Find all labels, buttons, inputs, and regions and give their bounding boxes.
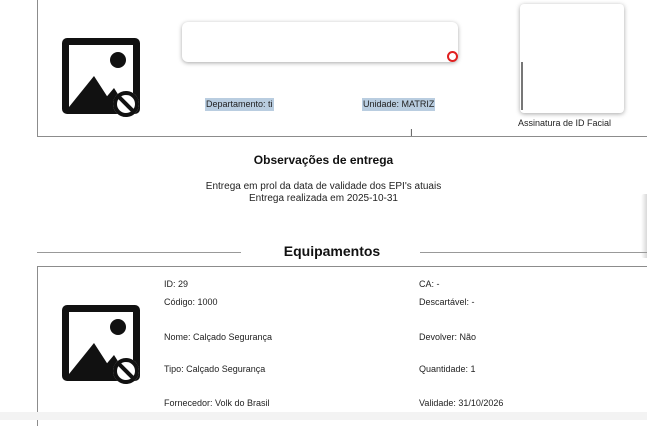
photo-box-edge	[521, 62, 523, 110]
employee-photo-placeholder	[60, 36, 142, 123]
text-cursor-icon: I	[410, 128, 413, 139]
image-unavailable-icon	[60, 303, 142, 385]
section-rule-left	[37, 252, 241, 253]
observations-title: Observações de entrega	[253, 153, 394, 167]
equipment-supplier: Fornecedor: Volk do Brasil	[164, 398, 270, 408]
record-indicator-icon[interactable]	[447, 51, 458, 62]
department-label: Departamento: ti	[206, 99, 273, 109]
popup-box[interactable]	[182, 22, 458, 62]
observations-line-2: Entrega realizada em 2025-10-31	[249, 193, 398, 204]
bottom-bar	[0, 412, 647, 420]
equipment-quantity: Quantidade: 1	[419, 364, 476, 374]
image-unavailable-icon	[60, 36, 142, 118]
equipment-photo-placeholder	[60, 303, 142, 390]
equipment-section-title: Equipamentos	[283, 243, 381, 259]
observations-line-1: Entrega em prol da data de validade dos EPI's atuais	[205, 181, 442, 192]
facial-id-photo-box	[520, 4, 624, 113]
equipment-validity: Validade: 31/10/2026	[419, 398, 504, 408]
equipment-return: Devolver: Não	[419, 332, 477, 342]
equipment-type: Tipo: Calçado Segurança	[164, 364, 266, 374]
equipment-ca: CA: -	[419, 279, 440, 289]
side-panel-edge	[641, 194, 647, 258]
section-rule-right	[420, 252, 647, 253]
equipment-name: Nome: Calçado Segurança	[164, 332, 273, 342]
signature-caption: Assinatura de ID Facial	[518, 118, 612, 128]
equipment-id: ID: 29	[164, 279, 189, 289]
equipment-disposable: Descartável: -	[419, 297, 475, 307]
equipment-code: Código: 1000	[164, 297, 218, 307]
unit-label: Unidade: MATRIZ	[363, 99, 435, 109]
